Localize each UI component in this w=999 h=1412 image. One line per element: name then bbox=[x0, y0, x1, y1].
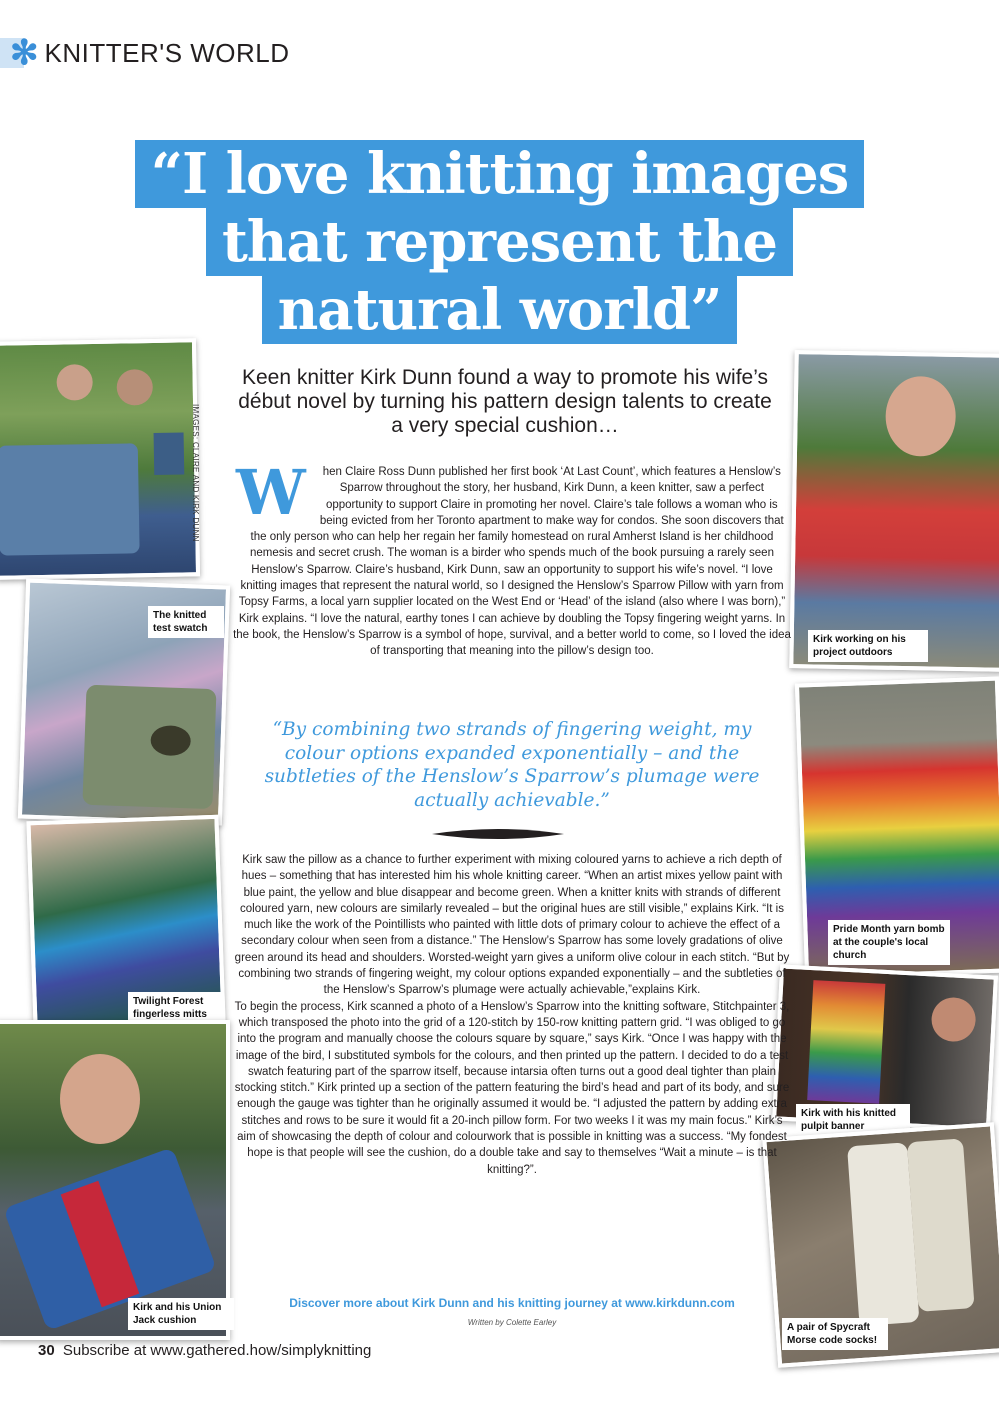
section-header bbox=[0, 36, 290, 70]
caption-mitts: Twilight Forest fingerless mitts bbox=[128, 992, 222, 1024]
pull-quote: “By combining two strands of fingering weight, my colour options expanded exponentially – and the subtleties of the Henslow’s Sparrow’s plumage were actually achievable.” bbox=[264, 719, 760, 811]
ornament-divider bbox=[428, 824, 568, 844]
photo-couple-cushion bbox=[0, 338, 200, 580]
caption-outdoors: Kirk working on his project outdoors bbox=[808, 630, 928, 662]
headline bbox=[0, 140, 999, 344]
caption-socks: A pair of Spycraft Morse code socks! bbox=[782, 1318, 888, 1350]
byline: Written by Colette Earley bbox=[467, 1318, 557, 1327]
caption-pride: Pride Month yarn bomb at the couple's local church bbox=[828, 920, 950, 965]
photo-outdoors bbox=[789, 350, 999, 672]
asterisk-icon: ✻ bbox=[10, 34, 39, 72]
body-para-1 bbox=[232, 456, 792, 660]
headline-line-2: that represent the bbox=[206, 208, 793, 276]
caption-union: Kirk and his Union Jack cushion bbox=[128, 1298, 234, 1330]
footer bbox=[38, 1342, 371, 1359]
image-credit: IMAGES: CLAIRE AND KIRK DUNN bbox=[191, 404, 200, 542]
page-number: 30 bbox=[38, 1342, 55, 1359]
body-text-1: hen Claire Ross Dunn published her first book ‘At Last Count’, which features a Henslow’s Sparrow throughout the story, her husband, Kirk Dunn, a keen knitter, saw a perfect opportunity to support Claire in promoting her novel. Claire’s tale follows a woman who is being evicted from her Toronto apartment to make way for condos. She soon discovers that the only person who can help her regain her family homestead on rural Amherst Island is her childhood nemesis and secret crush. The woman is a birder who spends much of the book pursuing a rarely seen Henslow’s Sparrow. Claire’s husband, Kirk Dunn, saw an opportunity to support his wife’s novel. “I love knitting images that represent the natural world, so I designed the Henslow’s Sparrow Pillow with yarn from Topsy Farms, a local yarn supplier located on the West End or ‘Head’ of the island (also where I was born),” Kirk explains. “I love the natural, earthy tones I can achieve by doubling the Topsy fingering weight yarns. In the book, the Henslow’s Sparrow is a symbol of hope, survival, and a better world to come, so I loved the idea of transporting that meaning into the pillow’s design too. bbox=[233, 466, 791, 658]
drop-cap: W bbox=[236, 456, 306, 529]
body-para-2 bbox=[232, 852, 792, 1178]
subscribe-link[interactable]: Subscribe at www.gathered.how/simplyknitting bbox=[62, 1342, 372, 1359]
discover-link[interactable]: Discover more about Kirk Dunn and his knitting journey at www.kirkdunn.com bbox=[289, 1296, 735, 1310]
section-title: KNITTER'S WORLD bbox=[44, 37, 290, 68]
caption-banner: Kirk with his knitted pulpit banner bbox=[796, 1104, 910, 1136]
headline-line-3: natural world” bbox=[262, 276, 738, 344]
caption-swatch: The knitted test swatch bbox=[148, 606, 224, 638]
body-text-2: Kirk saw the pillow as a chance to further experiment with mixing coloured yarns to achieve a rich depth of hues – something that has interested him his whole knitting career. “When an artist mixes yellow paint with blue paint, the yellow and blue disappear and become green. When a knitter knits with strands of different coloured yarn, new colours are similarly revealed – but the original hues are still visible,” explains Kirk. “It is much like the work of the Pointillists who painted with little dots of primary colour to achieve the effect of a secondary colour when seen from a distance.” The Henslow’s Sparrow has some lovely gradations of olive green around its head and shoulders. Worsted-weight yarn gives a uniform olive colour in each stitch. “But by combining two strands of fingering weight, my colour options expanded exponentially – and the subtleties of the Henslow’s Sparrow’s plumage were actually achievable,”explains Kirk. bbox=[234, 854, 790, 997]
photo-union-jack-cushion bbox=[0, 1020, 230, 1340]
intro-standfirst: Keen knitter Kirk Dunn found a way to promote his wife’s début novel by turning his pattern design talents to create a very special cushion… bbox=[238, 366, 772, 437]
body-text-3: To begin the process, Kirk scanned a photo of a Henslow’s Sparrow into the knitting software, Stitchpainter 3, which transposed the photo into the grid of a 120-stitch by 150-row knitting pattern grid. “I was obliged to go into the program and manually choose the colours square by square,” says Kirk. “Once I was happy with the image of the bird, I substituted symbols for the colours, and then printed up the pattern. I decided to do a test swatch featuring part of the sparrow itself, because intarsia often turns out a good deal tighter than plain stocking stitch.” Kirk printed up a section of the pattern featuring the bird’s head and part of its body, and sure enough the gauge was tighter than he originally assumed it would be. “I adjusted the pattern by adding extra stitches and rows to be sure it would fit a 20-inch pillow form. For two weeks I it was my main focus.” Kirk’s aim of showcasing the depth of colour and colourwork that is possible in knitting was a success. “My fondest hope is that people will see the cushion, do a double take and say to themselves “Wait a minute – is that knitting?”. bbox=[234, 1000, 790, 1176]
headline-line-1: “I love knitting images bbox=[135, 140, 864, 208]
